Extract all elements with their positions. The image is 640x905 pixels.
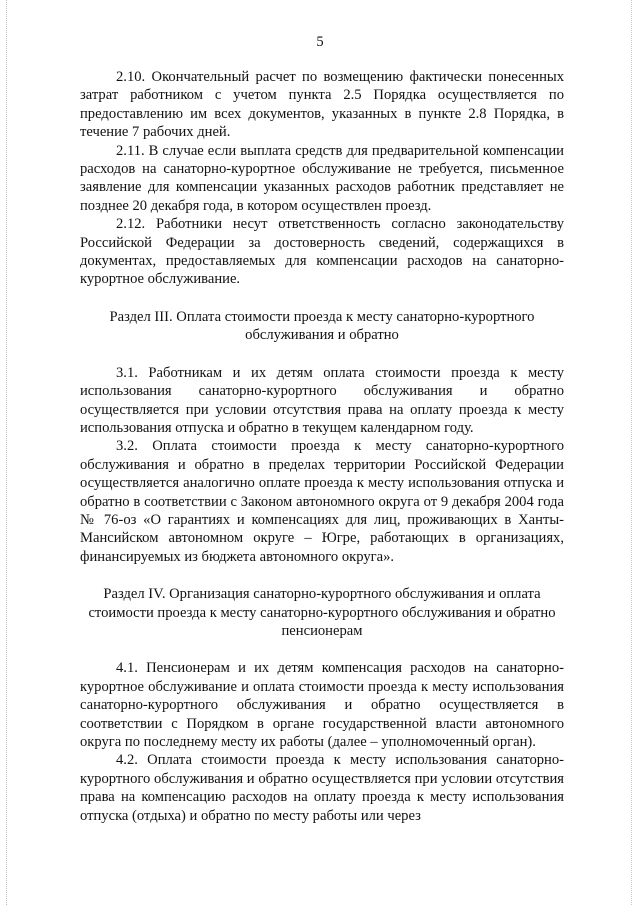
page-number: 5 (316, 34, 324, 50)
paragraph-2-12: 2.12. Работники несут ответственность согласно законодательству Российской Федерации за достоверность сведений, содержащихся в документах, предоставляемых для компенсации расходов на санаторно-курортное обслуживание. (80, 216, 564, 288)
paragraph-4-1: 4.1. Пенсионерам и их детям компенсация расходов на санаторно-курортное обслуживание и оплата стоимости проезда к месту использования санаторно-курортного обслуживания и обратно осуществляется в соответствии с Порядком в органе государственной власти автономного округа по последнему месту их работы (далее – уполномоченный орган). (80, 660, 564, 750)
paragraph-2-10: 2.10. Окончательный расчет по возмещению фактически понесенных затрат работником с учетом пункта 2.5 Порядка осуществляется по предоставлению им всех документов, указанных в пункте 2.8 Порядка, в течение 7 рабочих дней. (80, 69, 564, 141)
paragraph-4-2: 4.2. Оплата стоимости проезда к месту использования санаторно-курортного обслуживания и обратно осуществляется при условии отсутствия права на компенсацию расходов на оплату проезда к месту использования отпуска (отдыха) и обратно по месту работы или через (80, 752, 564, 824)
section-4-heading: Раздел IV. Организация санаторно-курортного обслуживания и оплата стоимости проезда к месту санаторно-курортного обслуживания и обратно пенсионерам (88, 586, 556, 639)
paragraph-3-2: 3.2. Оплата стоимости проезда к месту санаторно-курортного обслуживания и обратно в пределах территории Российской Федерации осуществляется аналогично оплате проезда к месту использования отпуска и обратно в соответствии с Законом автономного округа от 9 декабря 2004 года № 76-оз «О гарантиях и компенсациях для лиц, проживающих в Ханты-Мансийском автономном округе – Югре, работающих в организациях, финансируемых из бюджета автономного округа». (80, 438, 564, 565)
paragraph-2-11: 2.11. В случае если выплата средств для предварительной компенсации расходов на санаторно-курортное обслуживание не требуется, письменное заявление для компенсации указанных расходов работник представляет не позднее 20 декабря года, в котором осуществлен проезд. (80, 142, 564, 214)
scan-edge-left (6, 0, 7, 905)
document-body (80, 68, 564, 825)
scan-edge-right (631, 0, 632, 905)
paragraph-3-1: 3.1. Работникам и их детям оплата стоимости проезда к месту использования санаторно-курортного обслуживания и обратно осуществляется при условии отсутствия права на оплату проезда к месту использования отпуска и обратно в текущем календарном году. (80, 364, 564, 436)
section-3-heading: Раздел III. Оплата стоимости проезда к месту санаторно-курортного обслуживания и обратно (109, 308, 535, 344)
